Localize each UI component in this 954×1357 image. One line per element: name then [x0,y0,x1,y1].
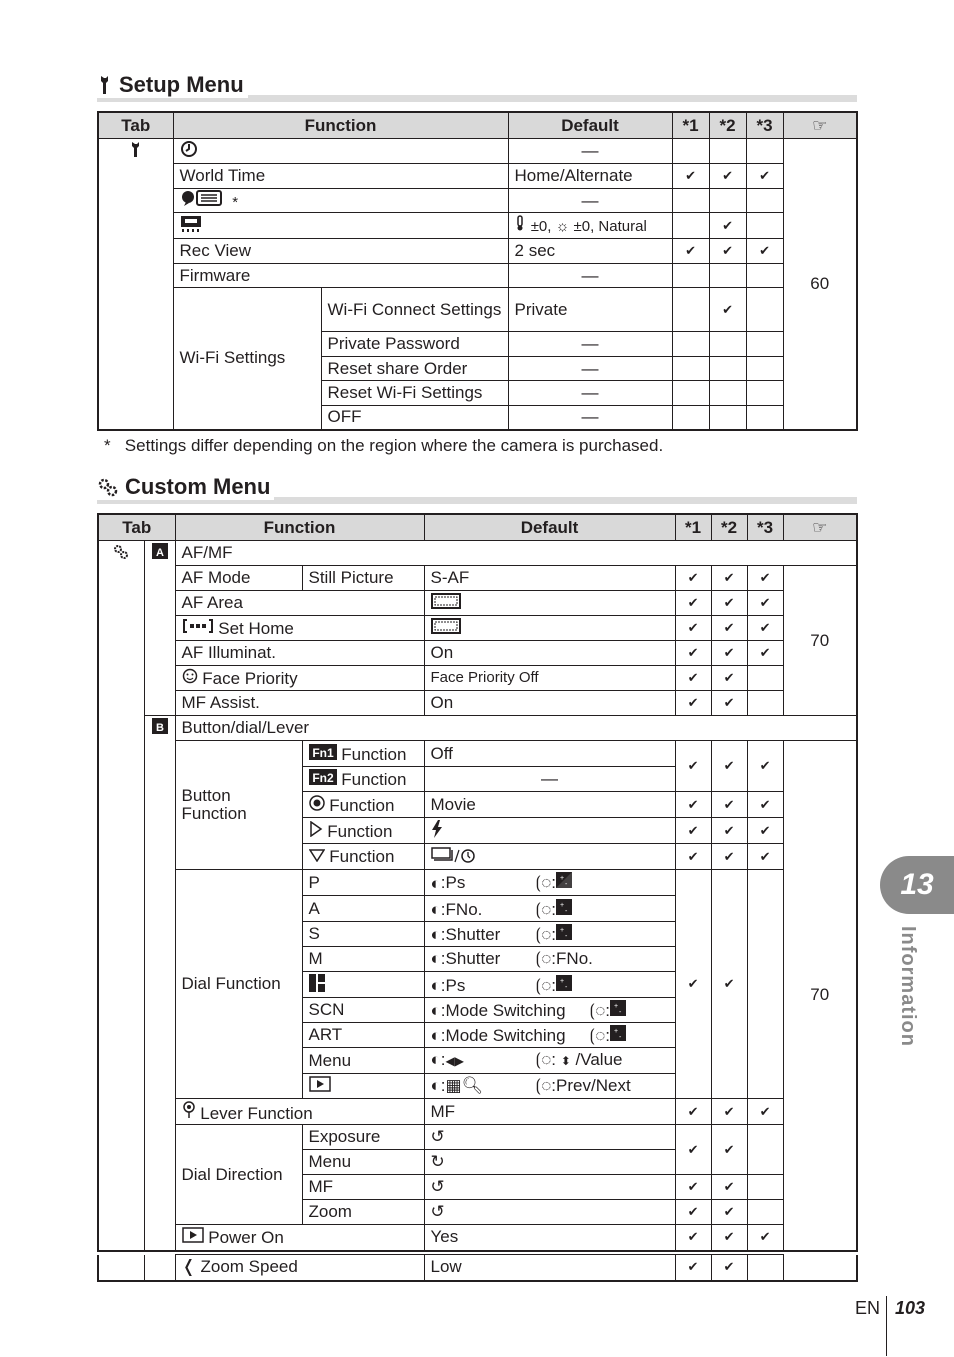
drive-self-timer-icon [431,846,477,864]
check-mark: ✔ [711,870,747,1099]
video-mode-icon [309,974,325,992]
gears-icon [112,543,130,561]
front-dial-icon: ◐ [430,899,441,919]
monitor-adjust-icon [180,215,202,233]
default-value: — [508,332,672,357]
table-row [98,666,857,691]
right-function-setting [302,818,424,844]
default-value: On [424,641,675,666]
monitor-default-text: ±0, ☼ ±0, Natural [530,218,647,235]
front-dial-icon: ◐ [430,975,441,995]
record-button-icon [309,795,325,811]
subtab-b-cell [144,716,175,1251]
dial-default: ◐:Ps ⟮◌: + - [424,972,675,998]
custom-table [97,513,858,1252]
rear-dial-value: FNo. [556,949,593,968]
check-mark: ✔ [747,591,783,616]
header-tab: Tab [98,112,173,139]
lever-function-label: Lever Function [200,1103,313,1123]
fn1-function-setting [302,741,424,767]
check-mark: ✔ [747,844,783,870]
default-value [424,1150,675,1175]
left-right-arrows-icon: ◀▶ [445,1054,464,1068]
table-row [98,870,857,896]
check-mark: ✔ [675,641,711,666]
up-down-arrows-icon: ⬍ [560,1054,571,1068]
reset-wifi-label: Reset Wi-Fi Settings [321,381,508,406]
dial-mode: S [302,922,424,947]
svg-text:-: - [565,933,568,940]
page-number: 103 [895,1298,926,1318]
dial-mode: Menu [302,1048,424,1074]
check-mark: ✔ [675,741,711,792]
default-value: — [508,189,672,213]
header-default: Default [508,112,672,139]
default-value: Home/Alternate [508,164,672,189]
setup-footnote [104,436,663,456]
check-mark: ✔ [711,1255,747,1281]
dial-default: ◐:Shutter ⟮◌:FNo. [424,947,675,972]
direction-mf-label: MF [302,1175,424,1200]
footer-lang: EN [855,1298,881,1318]
table-row [98,1225,857,1251]
svg-text:Fn1: Fn1 [311,745,334,760]
front-dial-icon: ◐ [430,1076,441,1095]
check-mark: ✔ [709,288,746,332]
set-home-label: Set Home [218,619,294,638]
playback-icon [309,1076,331,1092]
front-dial-value: Ps [445,873,466,893]
dial-default: ◐:Ps ⟮◌: + - [424,870,675,896]
rotate-left-icon: ↺ [430,1177,445,1196]
svg-text:-: - [565,907,568,915]
default-value [424,616,675,641]
reset-share-label: Reset share Order [321,357,508,381]
check-mark: ✔ [711,818,747,844]
header-default: Default [424,514,675,541]
default-value [508,213,672,239]
svg-text:B: B [155,722,164,734]
default-value [424,818,675,844]
table-row [98,566,857,591]
world-time-label: World Time [173,164,508,189]
still-picture-label: Still Picture [302,566,424,591]
exposure-comp-icon [610,1000,626,1016]
right-arrow-icon [309,821,323,837]
table-row [98,716,857,741]
check-mark: ✔ [709,164,746,189]
svg-text:+: + [560,901,565,909]
subtab-a-cell [144,541,175,716]
default-value: Private [508,288,672,332]
rear-dial-icon: ⟮◌ [535,949,552,968]
rear-dial-icon: ⟮◌ [535,975,552,995]
rear-dial-icon: ⟮◌ [535,1076,552,1095]
dial-default: ◐:Shutter ⟮◌: + - [424,922,675,947]
check-mark: ✔ [747,1099,783,1125]
af-target-icon [182,618,214,634]
playback-icon [182,1227,204,1243]
front-dial-value: Ps [445,975,466,995]
front-dial-icon: ◐ [430,1001,441,1020]
svg-text:-: - [619,1009,622,1016]
custom-table-last [97,1254,858,1282]
dial-mode: M [302,947,424,972]
svg-text:-: - [619,1034,622,1041]
mf-assist-label: MF Assist. [175,691,424,716]
header-col2: *2 [711,514,747,541]
clock-setting [173,139,508,164]
rear-dial-value: Prev/Next [556,1076,631,1095]
check-mark: ✔ [675,591,711,616]
header-col3: *3 [747,514,783,541]
rear-dial-icon: ⟮◌ [589,1026,606,1045]
zoom-speed-label: Zoom Speed [200,1257,298,1277]
setup-table [97,111,858,431]
wrench-icon [97,74,113,96]
check-mark: ✔ [711,566,747,591]
table-row [98,189,857,213]
check-mark: ✔ [711,1225,747,1251]
svg-text:+: + [614,1003,619,1010]
check-mark: ✔ [711,741,747,792]
thermometer-icon [515,215,527,231]
check-mark: ✔ [746,239,783,264]
table-row [98,264,857,288]
dial-mode: P [302,870,424,896]
check-mark: ✔ [675,792,711,818]
dial-function-label: Dial Function [175,870,302,1099]
table-row [98,288,857,332]
wrench-icon [130,141,142,159]
footnote-asterisk: * [232,194,239,211]
table-row [98,239,857,264]
custom-b-icon [152,718,168,734]
direction-zoom-label: Zoom [302,1200,424,1225]
svg-text:-: - [565,881,568,889]
default-value: 2 sec [508,239,672,264]
flash-icon [431,820,443,838]
language-setting [173,189,508,213]
check-mark: ✔ [747,818,783,844]
table-row [98,641,857,666]
firmware-label: Firmware [173,264,508,288]
default-value: — [508,264,672,288]
header-ref [783,514,857,541]
private-password-label: Private Password [321,332,508,357]
table-row [98,164,857,189]
default-value: — [424,767,675,792]
check-mark: ✔ [675,870,711,1099]
setup-tab-cell [98,139,173,430]
header-col1: *1 [675,514,711,541]
check-mark: ✔ [747,741,783,792]
table-row [98,1125,857,1150]
af-area-label: AF Area [175,591,424,616]
default-value: Low [424,1255,675,1281]
exposure-comp-icon [556,975,572,991]
check-mark: ✔ [747,566,783,591]
wifi-connect-label: Wi-Fi Connect Settings [321,288,508,332]
front-dial-icon: ◐ [430,1050,441,1069]
custom-tab-cell [98,541,144,1251]
direction-menu-label: Menu [302,1150,424,1175]
dial-mode [302,972,424,998]
ref-page: 60 [783,139,857,430]
ref-page: 70 [783,566,857,716]
default-value: — [508,406,672,430]
check-mark: ✔ [675,818,711,844]
default-value: Face Priority Off [424,666,675,691]
dial-default: ◐:FNo. ⟮◌: + - [424,896,675,922]
dial-mode: ART [302,1023,424,1048]
table-row [98,1099,857,1125]
rotate-left-icon: ↺ [430,1202,445,1221]
check-mark: ✔ [711,844,747,870]
rear-dial-icon: ⟮◌ [535,899,552,919]
header-function: Function [175,514,424,541]
dial-default: ◐:Mode Switching ⟮◌: + - [424,1023,675,1048]
check-mark: ✔ [711,666,747,691]
ref-page: 70 [783,741,857,1251]
exposure-comp-icon [610,1025,626,1041]
front-dial-icon: ◐ [430,1026,441,1045]
power-on-label: Power On [208,1228,284,1248]
default-value: Yes [424,1225,675,1251]
pointing-hand-icon: ☞ [812,115,828,135]
lever-function-setting [175,1099,424,1125]
default-value: On [424,691,675,716]
header-col3: *3 [746,112,783,139]
default-value [424,1125,675,1150]
off-label: OFF [321,406,508,430]
default-value [424,1175,675,1200]
table-row [98,691,857,716]
svg-text:+: + [560,977,565,985]
dial-mode: A [302,896,424,922]
custom-a-icon [152,543,168,559]
check-mark: ✔ [747,1225,783,1251]
default-value: MF [424,1099,675,1125]
custom-menu-heading [97,474,857,504]
front-dial-value: Mode Switching [445,1026,566,1045]
monitor-adjust-setting [173,213,508,239]
svg-text:Fn2: Fn2 [311,771,334,785]
dial-default: ◐:▦🔍︎ ⟮◌:Prev/Next [424,1074,675,1099]
set-home-setting [175,616,424,641]
chapter-tab [880,856,954,914]
check-mark: ✔ [675,1099,711,1125]
default-value: — [508,139,672,164]
check-mark: ✔ [675,1225,711,1251]
face-priority-label: Face Priority [202,669,298,688]
check-mark: ✔ [711,591,747,616]
default-value: Off [424,741,675,767]
default-value: — [508,357,672,381]
check-mark: ✔ [747,792,783,818]
fn1-function-label: Function [341,744,407,764]
check-mark: ✔ [675,616,711,641]
front-dial-icon: ◐ [430,925,441,944]
af-area-all-icon [431,593,461,609]
fn1-button-icon [309,744,337,760]
down-arrow-icon [309,848,325,862]
right-function-label: Function [327,821,393,841]
power-on-setting [175,1225,424,1251]
dial-mode [302,1074,424,1099]
clock-icon [180,140,198,158]
zoom-speed-setting [175,1255,424,1281]
rear-dial-value: /Value [575,1050,623,1069]
check-mark: ✔ [747,641,783,666]
default-value: — [508,381,672,406]
dial-default: ◐:◀▶ ⟮◌: ⬍ /Value [424,1048,675,1074]
af-area-all-icon [431,618,461,634]
setup-header-row [98,112,857,139]
header-function: Function [173,112,508,139]
check-mark: ✔ [711,641,747,666]
footer-divider [886,1296,887,1356]
default-value [424,844,675,870]
check-mark: ✔ [747,616,783,641]
gears-icon [97,476,119,498]
rec-view-label: Rec View [173,239,508,264]
face-priority-setting [175,666,424,691]
pointing-hand-icon: ☞ [812,517,828,537]
dial-mode: SCN [302,998,424,1023]
front-dial-icon: ◐ [430,949,441,968]
wifi-settings-label: Wi-Fi Settings [173,288,321,430]
header-ref [783,112,857,139]
af-illuminat-label: AF Illuminat. [175,641,424,666]
check-mark: ✔ [711,1099,747,1125]
index-zoom-icon: ▦🔍︎ [445,1076,484,1095]
check-mark: ✔ [711,1200,747,1225]
zoom-lever-icon: ❬ [181,1257,196,1277]
check-mark: ✔ [711,792,747,818]
face-icon [182,668,198,684]
table-row [98,139,857,164]
svg-text:+: + [560,875,565,883]
check-mark: ✔ [711,1125,747,1175]
exposure-comp-icon [556,924,572,940]
check-mark: ✔ [675,844,711,870]
svg-text:+: + [614,1028,619,1035]
check-mark: ✔ [711,691,747,716]
front-dial-value: Mode Switching [445,1001,566,1020]
fn2-button-icon [309,769,337,785]
check-mark: ✔ [675,1200,711,1225]
button-function-label: Button Function [175,741,302,870]
fn2-function-setting [302,767,424,792]
table-row [98,213,857,239]
fn2-function-label: Function [341,770,407,789]
dial-direction-label: Dial Direction [175,1125,302,1225]
table-row [98,1255,857,1281]
default-value [424,591,675,616]
default-value: Movie [424,792,675,818]
custom-header-row [98,514,857,541]
rotate-right-icon: ↻ [430,1152,445,1171]
rear-dial-icon: ⟮◌ [589,1001,606,1020]
table-row [98,541,857,566]
rear-dial-icon: ⟮◌ [535,925,552,944]
custom-menu-title: Custom Menu [125,474,271,499]
down-function-label: Function [329,846,395,866]
default-value: S-AF [424,566,675,591]
check-mark: ✔ [675,691,711,716]
lever-icon [182,1101,196,1119]
front-dial-value: FNo. [445,899,483,919]
exposure-comp-icon [556,899,572,915]
table-row [98,616,857,641]
header-tab: Tab [98,514,175,541]
check-mark: ✔ [709,239,746,264]
check-mark: ✔ [675,1255,711,1281]
footnote-asterisk: * [104,436,111,455]
exposure-comp-icon [556,872,572,888]
front-dial-value: Shutter [445,925,501,944]
language-icon [180,189,228,207]
chapter-side-label: Information [897,926,919,1047]
check-mark: ✔ [675,666,711,691]
setup-menu-title: Setup Menu [119,72,244,97]
check-mark: ✔ [672,239,709,264]
rear-dial-icon: ⟮◌ [535,1050,552,1069]
dial-default: ◐:Mode Switching ⟮◌: + - [424,998,675,1023]
check-mark: ✔ [675,1125,711,1175]
default-value [424,1200,675,1225]
svg-text:-: - [565,983,568,991]
check-mark: ✔ [711,1175,747,1200]
front-dial-icon: ◐ [430,873,441,893]
af-mode-label: AF Mode [175,566,302,591]
af-mf-label: AF/MF [175,541,857,566]
check-mark: ✔ [711,616,747,641]
rec-function-setting [302,792,424,818]
button-dial-lever-label: Button/dial/Lever [175,716,857,741]
footnote-text: Settings differ depending on the region where the camera is purchased. [124,436,664,455]
check-mark: ✔ [746,164,783,189]
rotate-left-icon: ↺ [430,1127,445,1146]
check-mark: ✔ [675,566,711,591]
header-col1: *1 [672,112,709,139]
chapter-number: 13 [900,868,934,901]
check-mark: ✔ [675,1175,711,1200]
check-mark: ✔ [709,213,746,239]
svg-text:A: A [155,547,164,559]
svg-text:+: + [560,927,565,934]
check-mark: ✔ [672,164,709,189]
setup-menu-heading [97,72,857,102]
table-row [98,741,857,767]
table-row [98,591,857,616]
rear-dial-icon: ⟮◌ [535,873,552,893]
header-col2: *2 [709,112,746,139]
front-dial-value: Shutter [445,949,501,968]
direction-exposure-label: Exposure [302,1125,424,1150]
down-function-setting [302,844,424,870]
rec-function-label: Function [329,795,395,815]
